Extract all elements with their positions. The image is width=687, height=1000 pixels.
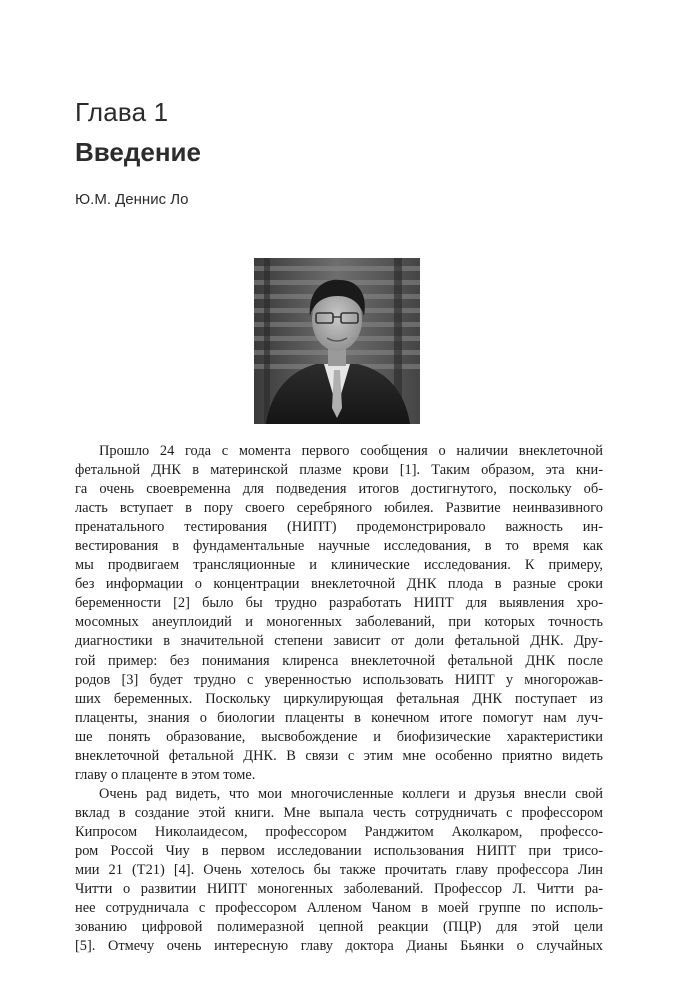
text-line: вестирования в фундаментальные научные исследования, в то время как [75, 538, 603, 555]
text-line: нее сотрудничала с профессором Алленом Чаном в моей группе по исполь- [75, 900, 603, 917]
author-portrait-photo [254, 258, 420, 424]
text-line: Кипросом Николаидесом, профессором Ранджитом Аколкаром, профессо- [75, 823, 603, 840]
chapter-author: Ю.М. Деннис Ло [75, 191, 189, 208]
text-line: Читти о развитии НИПТ моногенных заболеваний. Профессор Л. Читти ра- [75, 881, 603, 898]
chapter-number: Глава 1 [75, 97, 169, 127]
text-line: беременности [2] было бы трудно разработать НИПТ для выявления хро- [75, 595, 603, 612]
text-line: пренатального тестирования (НИПТ) продемонстрировало важность ин- [75, 519, 603, 536]
text-line: мы продвигаем трансляционные и клинические исследования. К примеру, [75, 557, 603, 574]
text-line: ше понять образование, высвобождение и биофизические характеристики [75, 728, 603, 745]
text-line: главу о плаценте в этом томе. [75, 766, 256, 783]
text-line: диагностики в значительной степени зависит от доли фетальной ДНК. Дру- [75, 633, 603, 650]
chapter-body [75, 442, 603, 956]
text-line: родов [3] будет трудно с уверенностью использовать НИПТ у многорожав- [75, 671, 603, 688]
paragraph-1 [75, 442, 603, 785]
text-line: мосомных анеуплоидий и моногенных заболеваний, при которых точность [75, 614, 603, 631]
text-line: Прошло 24 года с момента первого сообщения о наличии внеклеточной [99, 443, 603, 459]
text-line: ших беременных. Поскольку циркулирующая фетальная ДНК поступает из [75, 690, 603, 707]
text-line: плаценты, знания о биологии плаценты в конечном итоге помогут нам луч- [75, 709, 603, 726]
chapter-title: Введение [75, 137, 201, 167]
paragraph-2 [75, 785, 603, 956]
text-line: мии 21 (Т21) [4]. Очень хотелось бы также прочитать главу профессора Лин [75, 862, 603, 879]
text-line: без информации о концентрации внеклеточной ДНК плода в разные сроки [75, 576, 603, 593]
text-line: ласть вступает в пору своего серебряного юбилея. Развитие неинвазивного [75, 500, 603, 517]
text-line: гой пример: без понимания клиренса внеклеточной фетальной ДНК после [75, 652, 603, 669]
text-line: внеклеточной фетальной ДНК. В связи с этим мне особенно приятно видеть [75, 747, 603, 764]
text-line: зованию цифровой полимеразной цепной реакции (ПЦР) для этой цели [75, 919, 603, 936]
text-line: вклад в создание этой книги. Мне выпала честь сотрудничать с профессором [75, 804, 603, 821]
text-line: ром Россой Чиу в первом исследовании использования НИПТ при трисо- [75, 842, 603, 859]
text-line: га очень своевременна для подведения итогов достигнутого, поскольку об- [75, 481, 603, 498]
text-line: [5]. Отмечу очень интересную главу доктора Дианы Бьянки о случайных [75, 938, 603, 955]
text-line: Очень рад видеть, что мои многочисленные коллеги и друзья внесли свой [99, 785, 603, 802]
text-line: фетальной ДНК в материнской плазме крови [1]. Таким образом, эта кни- [75, 462, 603, 479]
